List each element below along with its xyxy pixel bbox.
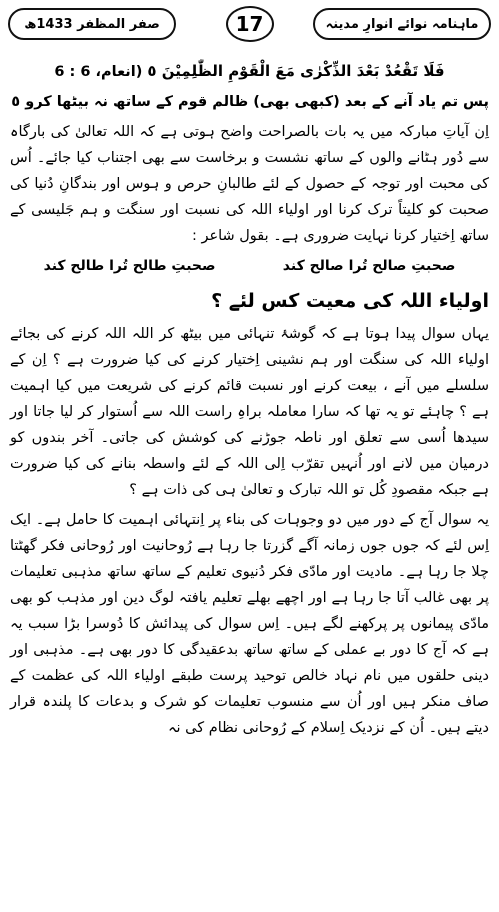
- poem-line-2: صحبتِ طالح تُرا طالح کند: [43, 258, 216, 274]
- article-body: [6, 58, 493, 741]
- magazine-title: ماہنامہ نوائے انوارِ مدینہ: [313, 8, 491, 40]
- poem: [10, 253, 489, 279]
- verse-translation: پس تم یاد آنے کے بعد (کبھی بھی) ظالم قوم کے ساتھ نہ بیٹھا کرو ٥: [11, 94, 489, 110]
- issue-date: صفر المظفر 1433ھ: [8, 8, 176, 40]
- section-heading: اولیاء اللہ کی معیت کس لئے ؟: [211, 290, 489, 312]
- verse-reference: (انعام، 6 : 6: [54, 64, 143, 80]
- page-number: 17: [226, 6, 274, 42]
- quran-verse: [10, 58, 489, 85]
- page-header: [6, 6, 493, 46]
- paragraph-2: یہاں سوال پیدا ہوتا ہے کہ گوشۂ تنہائی میں بیٹھ کر اللہ اللہ کرنے کی بجائے اولیاء اللہ کی سنگت اور ہم نشینی اِختیار کرنے کی کیا ضرورت ہے ؟ اِن کے سلسلے میں آنے ، بیعت کرنے اور نسبت قائم کرنے کی شریعت میں کیا اہمیت ہے ؟ چاہئے تو یہ تھا کہ سارا معاملہ براہِ راست اللہ سے اُستوار کر لیا جاتا اور سیدھا اُسی سے تعلق اور ناطہ جوڑنے کی کوشش کی جاتی۔ آخر بندوں کو درمیان میں لانے اور اُنہیں تقرّب اِلی اللہ کے لئے واسطہ بنانے کی کیا ضرورت ہے جبکہ مقصودِ کُل تو اللہ تبارک و تعالیٰ ہی کی ذات ہے ؟: [10, 326, 489, 498]
- paragraph-1: اِن آیاتِ مبارکہ میں یہ بات بالصراحت واضح ہوتی ہے کہ اللہ تعالیٰ کی بارگاہ سے دُور ہٹانے والوں کے ساتھ نشست و برخاست سے بھی اجتناب کیا جائے۔ اُس کی محبت اور توجہ کے حصول کے لئے طالبانِ حرص و ہوس اور بندگانِ دُنیا کی صحبت کو کلیتاً ترک کرنا اور اولیاء اللہ کی نسبت اور سنگت و ہم جَلیسی کے ساتھ اِختیار کرنا نہایت ضروری ہے۔ بقول شاعر :: [10, 124, 489, 244]
- paragraph-3: یہ سوال آج کے دور میں دو وجوہات کی بناء پر اِنتہائی اہمیت کا حامل ہے۔ ایک اِس لئے کہ جوں جوں زمانہ آگے گزرتا جا رہا ہے رُوحانیت اور رُوحانی فکر گھٹتا چلا جا رہا ہے۔ مادیت اور مادّی فکر دُنیوی تعلیم کے ساتھ ساتھ مذہبی تعلیمات پر بھی غالب آتا جا رہا ہے اور اچھے بھلے تعلیم یافتہ لوگ دین اور مذہب کو بھی مادّی پیمانوں پر پرکھنے لگے ہیں۔ اِس سوال کی پیدائش کا دُوسرا بڑا سبب یہ ہے کہ آج کا دور بے عملی کے ساتھ ساتھ بدعقیدگی کا دور بھی ہے۔ مذہبی اور دینی حلقوں میں نام نہاد خالص توحید پرست طبقے اولیاء اللہ کی عظمت کے صاف منکر ہیں اور اُن سے منسوب تعلیمات کو شرک و بدعات کا پلندہ قرار دیتے ہیں۔ اُن کے نزدیک اِسلام کے رُوحانی نظام کی نہ: [10, 512, 489, 736]
- verse-arabic: فَلَا تَقْعُدْ بَعْدَ الذِّكْرٰى مَعَ الْقَوْمِ الظّٰلِمِيْنَ ٥: [147, 62, 445, 80]
- poem-line-1: صحبتِ صالح تُرا صالح کند: [282, 258, 456, 274]
